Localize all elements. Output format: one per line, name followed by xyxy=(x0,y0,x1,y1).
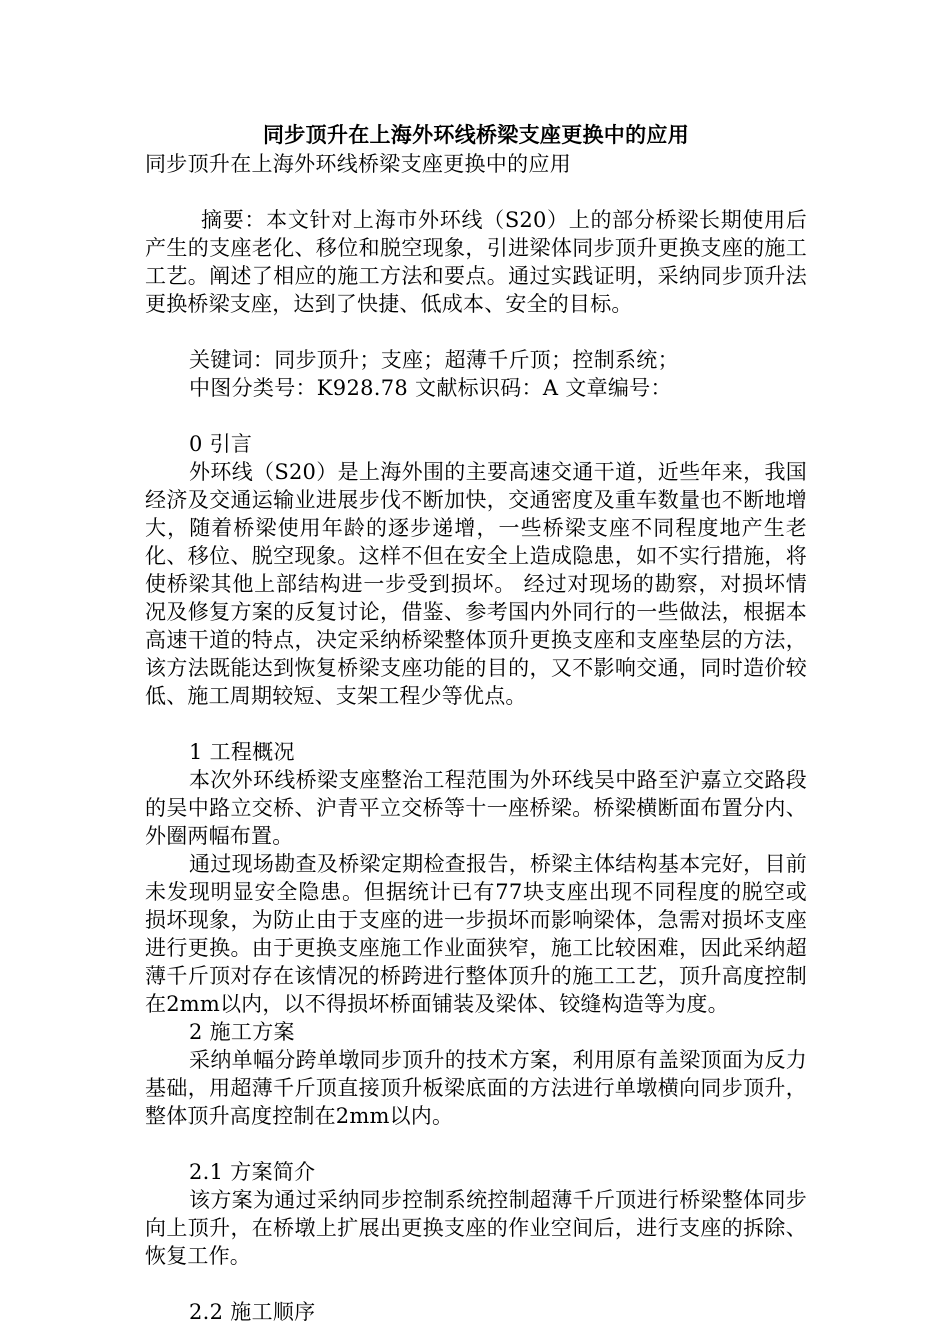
document-subtitle: 同步顶升在上海外环线桥梁支座更换中的应用 xyxy=(145,152,571,176)
blank-line xyxy=(145,402,807,430)
body-paragraph: 外环线（S20）是上海外围的主要高速交通干道，近些年来，我国经济及交通运输业进展步伐不断加快，交通密度及重车数量也不断地增大，随着桥梁使用年龄的逐步递增，一些桥梁支座不同程度地产生老化、移位、脱空现象。这样不但在安全上造成隐患，如不实行措施，将使桥梁其他上部结构进一步受到损坏。 经过对现场的勘察，对损坏情况及修复方案的反复讨论，借鉴、参考国内外同行的一些做法，根据本高速干道的特点，决定采纳桥梁整体顶升更换支座和支座垫层的方法，该方法既能达到恢复桥梁支座功能的目的，又不影响交通，同时造价较低、施工周期较短、支架工程少等优点。 xyxy=(145,460,807,708)
body-paragraph: 该方案为通过采纳同步控制系统控制超薄千斤顶进行桥梁整体同步向上顶升，在桥墩上扩展出更换支座的作业空间后，进行支座的拆除、恢复工作。 xyxy=(145,1188,807,1268)
blank-line xyxy=(145,178,807,206)
body-paragraph: 采纳单幅分跨单墩同步顶升的技术方案，利用原有盖梁顶面为反力基础，用超薄千斤顶直接顶升板梁底面的方法进行单墩横向同步顶升，整体顶升高度控制在2mm以内。 xyxy=(145,1048,807,1128)
document-page xyxy=(145,120,807,1326)
blank-line xyxy=(145,710,807,738)
abstract-paragraph: 摘要：本文针对上海市外环线（S20）上的部分桥梁长期使用后产生的支座老化、移位和脱空现象，引进梁体同步顶升更换支座的施工工艺。阐述了相应的施工方法和要点。通过实践证明，采纳同步顶升法更换桥梁支座，达到了快捷、低成本、安全的目标。 xyxy=(145,208,807,316)
section-heading: 2.2 施工顺序 xyxy=(189,1300,316,1324)
blank-line xyxy=(145,1130,807,1158)
body-paragraph: 本次外环线桥梁支座整治工程范围为外环线吴中路至沪嘉立交路段的吴中路立交桥、沪青平立交桥等十一座桥梁。桥梁横断面布置分内、外圈两幅布置。 xyxy=(145,768,807,848)
section-heading: 1 工程概况 xyxy=(189,740,295,764)
classification-line: 中图分类号：K928.78 文献标识码：A 文章编号： xyxy=(189,376,672,400)
blank-line xyxy=(145,318,807,346)
document-title: 同步顶升在上海外环线桥梁支座更换中的应用 xyxy=(263,122,689,147)
section-heading: 2 施工方案 xyxy=(189,1020,295,1044)
keywords-line: 关键词：同步顶升；支座；超薄千斤顶；控制系统； xyxy=(189,348,679,372)
section-heading: 0 引言 xyxy=(189,432,253,456)
section-heading: 2.1 方案简介 xyxy=(189,1160,316,1184)
blank-line xyxy=(145,1270,807,1298)
body-paragraph: 通过现场勘查及桥梁定期检查报告，桥梁主体结构基本完好，目前未发现明显安全隐患。但据统计已有77块支座出现不同程度的脱空或损坏现象，为防止由于支座的进一步损坏而影响梁体，急需对损坏支座进行更换。由于更换支座施工作业面狭窄，施工比较困难，因此采纳超薄千斤顶对存在该情况的桥跨进行整体顶升的施工工艺，顶升高度控制在2mm以内，以不得损坏桥面铺装及梁体、铰缝构造等为度。 xyxy=(145,852,807,1016)
